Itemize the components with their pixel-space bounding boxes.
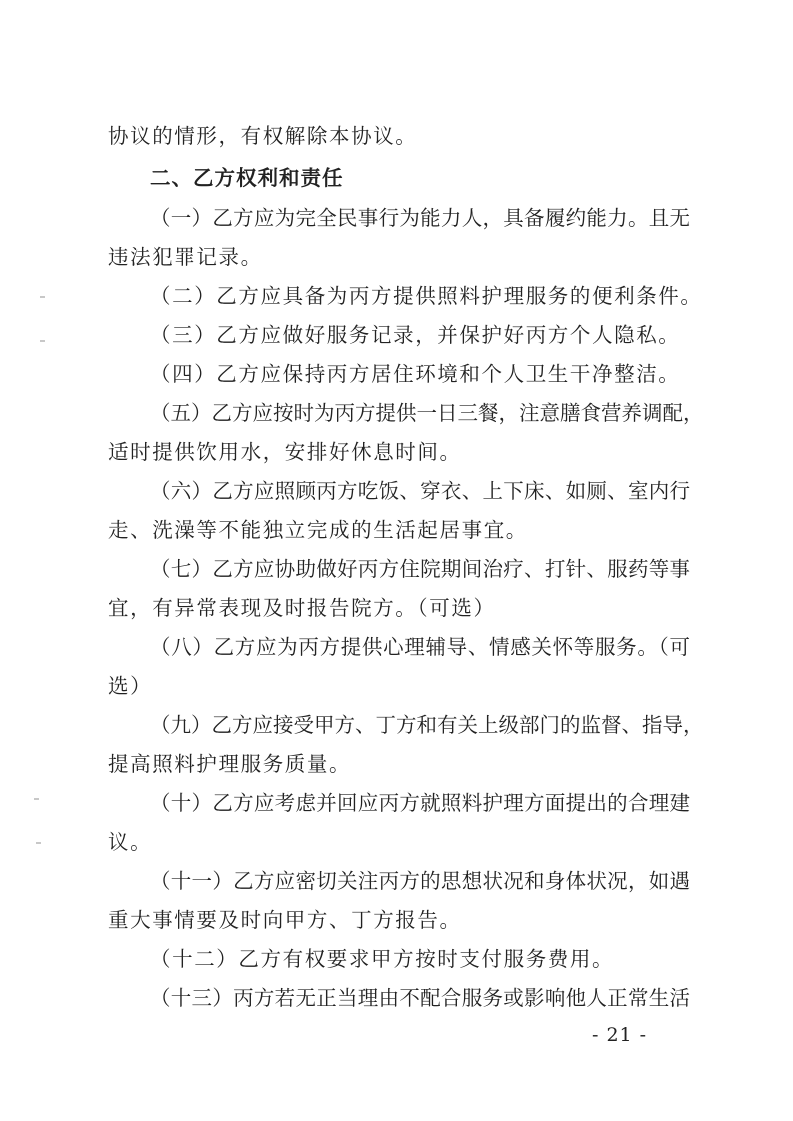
paragraph-13-line-1: （十三）丙方若无正当理由不配合服务或影响他人正常生活 [150, 986, 690, 1010]
paragraph-10-line-2: 议。 [108, 830, 153, 854]
paragraph-3: （三）乙方应做好服务记录，并保护好丙方个人隐私。 [150, 323, 681, 347]
paragraph-5-line-1: （五）乙方应按时为丙方提供一日三餐，注意膳食营养调配， [150, 401, 704, 425]
paragraph-12: （十二）乙方有权要求甲方按时支付服务费用。 [150, 947, 615, 971]
paragraph-1-line-1: （一）乙方应为完全民事行为能力人，具备履约能力。且无 [150, 206, 690, 230]
paragraph-10-line-1: （十）乙方应考虑并回应丙方就照料护理方面提出的合理建 [150, 791, 690, 815]
paragraph-11-line-2: 重大事情要及时向甲方、丁方报告。 [108, 908, 462, 932]
paragraph-7-line-2: 宜，有异常表现及时报告院方。（可选） [108, 596, 496, 620]
page-number: - 21 - [592, 1024, 648, 1046]
paragraph-4: （四）乙方应保持丙方居住环境和个人卫生干净整洁。 [150, 362, 681, 386]
scan-mark [40, 296, 45, 298]
paragraph-1-line-2: 违法犯罪记录。 [108, 245, 263, 269]
section-heading: 二、乙方权利和责任 [150, 166, 344, 190]
paragraph-2: （二）乙方应具备为丙方提供照料护理服务的便利条件。 [150, 284, 703, 308]
paragraph-5-line-2: 适时提供饮用水，安排好休息时间。 [108, 440, 462, 464]
continuation-text: 协议的情形，有权解除本协议。 [108, 124, 418, 148]
scan-mark [40, 340, 45, 342]
paragraph-9-line-1: （九）乙方应接受甲方、丁方和有关上级部门的监督、指导， [150, 713, 704, 737]
paragraph-8-line-2: 选） [108, 674, 153, 698]
paragraph-6-line-1: （六）乙方应照顾丙方吃饭、穿衣、上下床、如厕、室内行 [150, 479, 690, 503]
paragraph-8-line-1: （八）乙方应为丙方提供心理辅导、情感关怀等服务。（可 [150, 635, 690, 659]
scan-mark [36, 842, 41, 844]
paragraph-6-line-2: 走、洗澡等不能独立完成的生活起居事宜。 [108, 518, 528, 542]
paragraph-7-line-1: （七）乙方应协助做好丙方住院期间治疗、打针、服药等事 [150, 557, 690, 581]
paragraph-11-line-1: （十一）乙方应密切关注丙方的思想状况和身体状况，如遇 [150, 869, 690, 893]
paragraph-9-line-2: 提高照料护理服务质量。 [108, 752, 352, 776]
scan-mark [34, 798, 39, 800]
